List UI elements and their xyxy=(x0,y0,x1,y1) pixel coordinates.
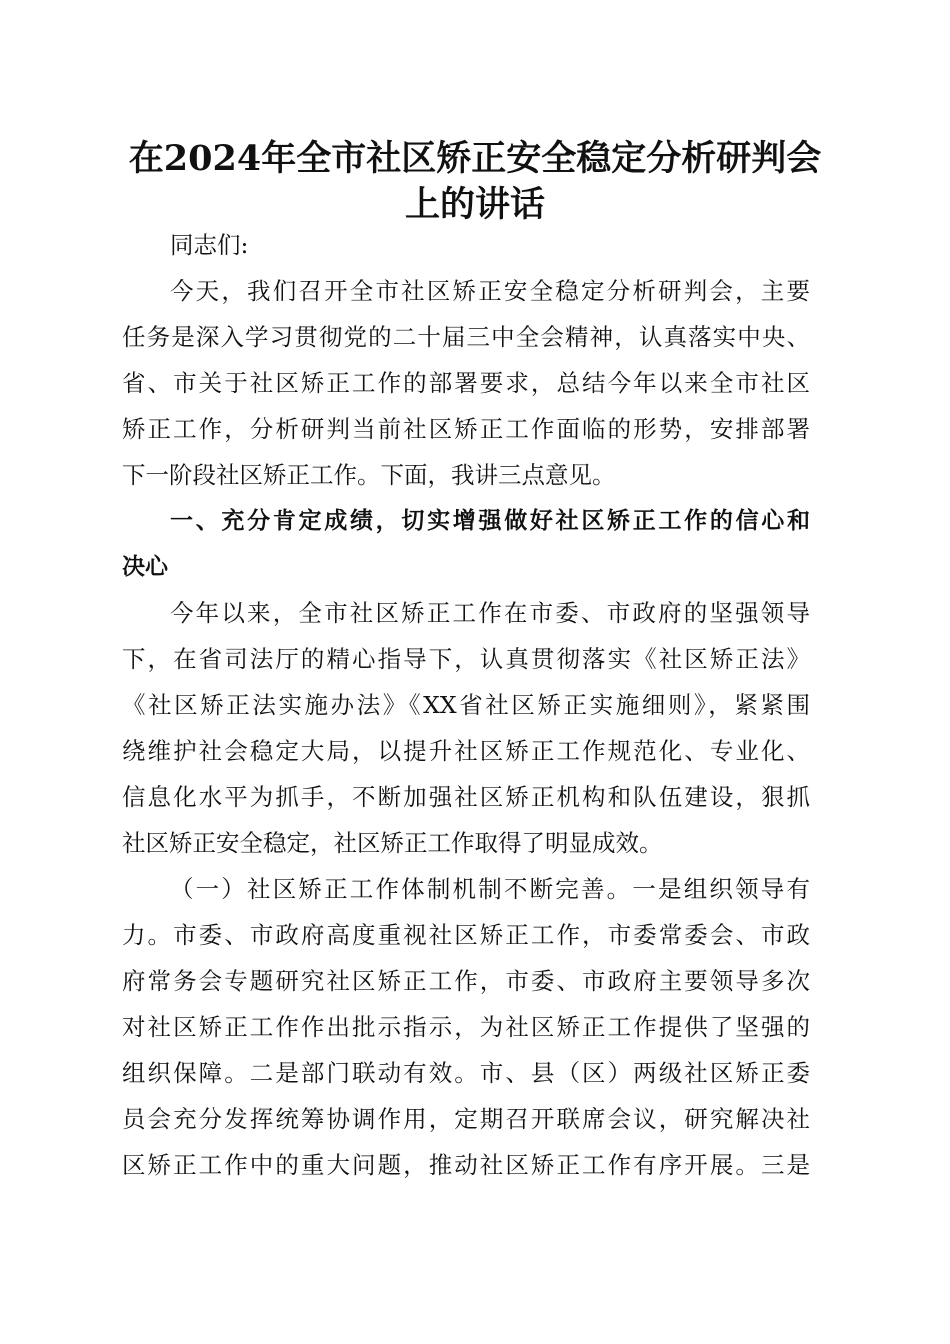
paragraph-line: 对社区矫正工作作出批示指示，为社区矫正工作提供了坚强的 xyxy=(122,1013,810,1041)
paragraph-line: 信息化水平为抓手，不断加强社区矫正机构和队伍建设，狠抓 xyxy=(122,783,810,811)
paragraph-line: 组织保障。二是部门联动有效。市、县（区）两级社区矫正委 xyxy=(122,1059,810,1087)
paragraph-line: 今年以来，全市社区矫正工作在市委、市政府的坚强领导 xyxy=(170,599,810,627)
paragraph-line: 《社区矫正法实施办法》《XX省社区矫正实施细则》，紧紧围 xyxy=(122,691,810,719)
paragraph-line: 矫正工作，分析研判当前社区矫正工作面临的形势，安排部署 xyxy=(122,415,810,443)
paragraph-line: 省、市关于社区矫正工作的部署要求，总结今年以来全市社区 xyxy=(122,369,810,397)
heading-line: 决心 xyxy=(122,554,168,580)
intro-paragraph xyxy=(122,268,810,498)
paragraph-line: 社区矫正安全稳定，社区矫正工作取得了明显成效。 xyxy=(122,829,663,857)
title-line: 在2024年全市社区矫正安全稳定分析研判会 xyxy=(128,138,822,179)
salutation: 同志们: xyxy=(170,231,249,259)
paragraph-line: 绕维护社会稳定大局，以提升社区矫正工作规范化、专业化、 xyxy=(122,737,810,765)
paragraph-line: 员会充分发挥统筹协调作用，定期召开联席会议，研究解决社 xyxy=(122,1105,810,1133)
paragraph-line: 府常务会专题研究社区矫正工作，市委、市政府主要领导多次 xyxy=(122,967,810,995)
paragraph-line: 下，在省司法厅的精心指导下，认真贯彻落实《社区矫正法》 xyxy=(122,645,810,673)
document-title xyxy=(110,136,840,228)
title-line: 上的讲话 xyxy=(404,184,545,225)
subsection-paragraph-1 xyxy=(122,866,810,1188)
heading-line: 一、充分肯定成绩，切实增强做好社区矫正工作的信心和 xyxy=(170,508,810,534)
paragraph-line: 力。市委、市政府高度重视社区矫正工作，市委常委会、市政 xyxy=(122,921,810,949)
document-body xyxy=(122,222,810,1188)
paragraph-line: 任务是深入学习贯彻党的二十届三中全会精神，认真落实中央、 xyxy=(122,323,810,351)
paragraph-line: 今天，我们召开全市社区矫正安全稳定分析研判会，主要 xyxy=(170,277,810,305)
paragraph-line: （一）社区矫正工作体制机制不断完善。一是组织领导有 xyxy=(170,875,810,903)
paragraph-line: 区矫正工作中的重大问题，推动社区矫正工作有序开展。三是 xyxy=(122,1151,810,1179)
section-heading-1 xyxy=(122,498,810,590)
paragraph-line: 下一阶段社区矫正工作。下面，我讲三点意见。 xyxy=(122,461,616,489)
achievements-paragraph xyxy=(122,590,810,866)
